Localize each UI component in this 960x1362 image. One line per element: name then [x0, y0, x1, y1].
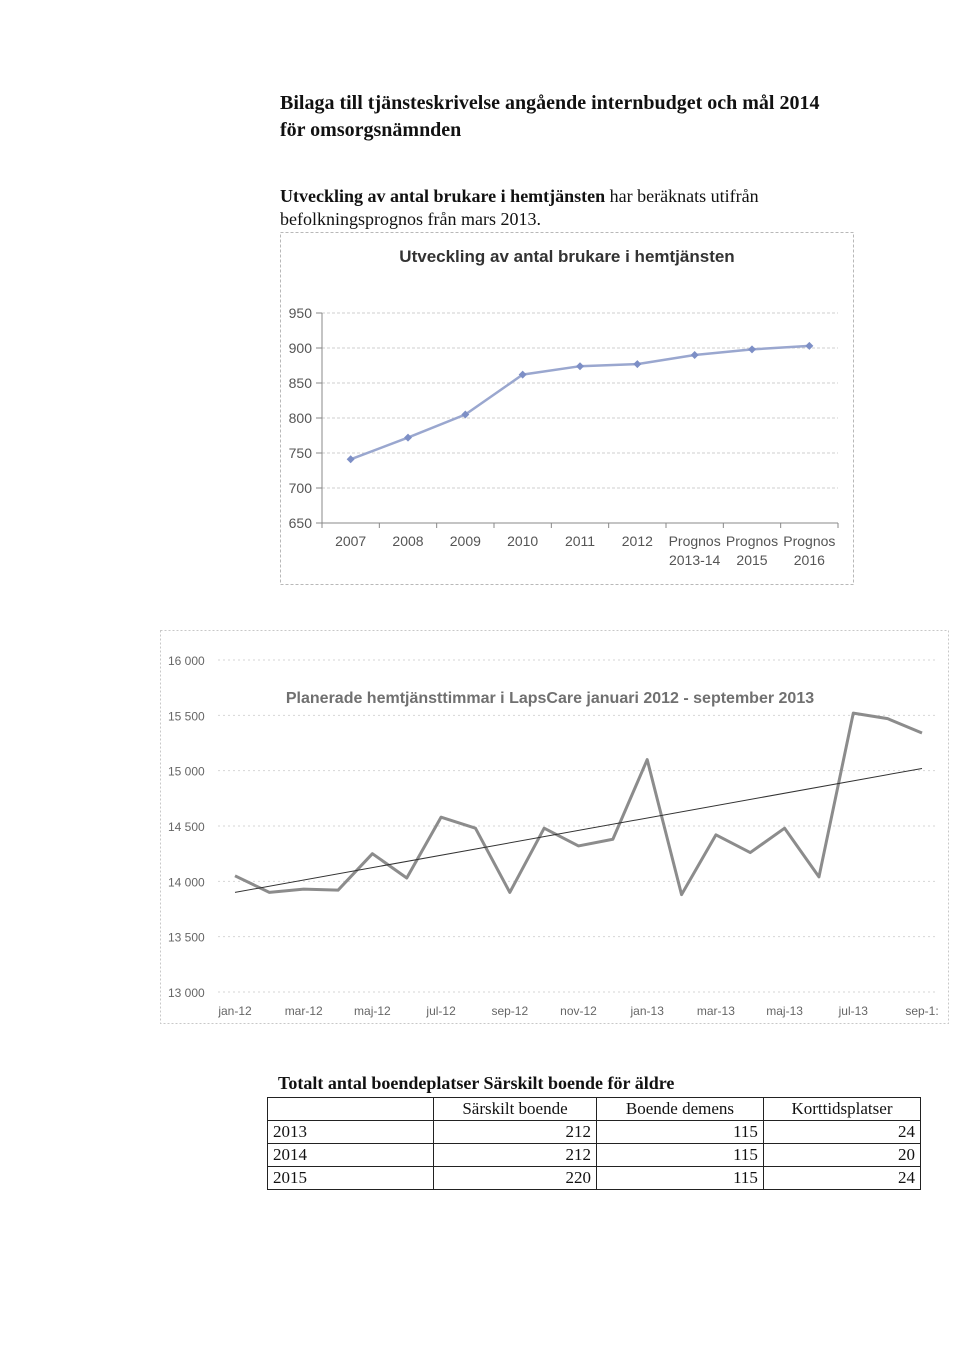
chart2-xtick-label: mar-13 — [696, 1004, 735, 1018]
table-cell: 24 — [763, 1167, 920, 1190]
chart2-xtick-label: jul-13 — [838, 1004, 868, 1018]
table-cell: 115 — [597, 1144, 764, 1167]
chart2-ytick-label: 14 000 — [168, 875, 205, 890]
table-cell: 212 — [434, 1144, 597, 1167]
chart1-ytick-label: 950 — [288, 305, 312, 321]
table-cell: 24 — [763, 1121, 920, 1144]
chart1-xtick-label: 2012 — [621, 533, 653, 549]
chart1-xtick-label: Prognos 2016 — [783, 533, 836, 568]
table-header-empty — [268, 1098, 434, 1121]
chart1-xtick-label: 2010 — [507, 533, 539, 549]
chart1-xtick-label: 2009 — [449, 533, 481, 549]
chart1-xtick-label: Prognos 2013-14 — [668, 533, 721, 568]
chart1-ytick-label: 850 — [288, 375, 312, 391]
table-header-row — [268, 1098, 921, 1121]
table-header-demens: Boende demens — [597, 1098, 764, 1121]
table-cell: 20 — [763, 1144, 920, 1167]
document-heading — [280, 90, 920, 144]
table-cell: 220 — [434, 1167, 597, 1190]
chart2-ytick-label: 13 500 — [168, 930, 205, 945]
table-header-sarskilt: Särskilt boende — [434, 1098, 597, 1121]
chart1-xtick-label: 2007 — [335, 533, 367, 549]
intro-line-2: befolkningsprognos från mars 2013. — [280, 209, 541, 229]
chart1-xtick-label: 2008 — [392, 533, 424, 549]
table-cell-year: 2014 — [268, 1144, 434, 1167]
chart1-frame — [281, 233, 854, 585]
chart2-ytick-label: 14 500 — [168, 820, 205, 834]
intro-paragraph — [280, 185, 880, 231]
intro-rest: har beräknats utifrån — [605, 186, 759, 206]
chart2-xtick-label: sep-12 — [491, 1004, 529, 1018]
chart2-xtick-label: jan-13 — [630, 1004, 664, 1018]
chart1-xtick-label: 2011 — [564, 533, 596, 549]
timmar-chart — [160, 630, 950, 1025]
chart2-ytick-label: 16 000 — [168, 654, 205, 668]
chart1-ytick-label: 650 — [288, 515, 312, 531]
heading-line-2: för omsorgsnämnden — [280, 119, 462, 141]
chart2-xtick-label: jan-12 — [218, 1004, 252, 1018]
chart1-ytick-label: 900 — [288, 340, 312, 356]
table-row — [268, 1167, 921, 1190]
brukare-chart — [280, 230, 855, 590]
chart2-ytick-label: 15 500 — [168, 709, 205, 724]
table-header-korttid: Korttidsplatser — [763, 1098, 920, 1121]
chart2-ytick-label: 13 000 — [168, 986, 205, 1000]
table-row — [268, 1144, 921, 1167]
chart2-title: Planerade hemtjänsttimmar i LapsCare januari 2012 - september 2013 — [285, 690, 815, 707]
chart1-xtick-label: Prognos 2015 — [725, 533, 779, 568]
chart2-xtick-label: maj-13 — [766, 1004, 803, 1018]
chart1-ytick-label: 800 — [288, 410, 312, 426]
table-title: Totalt antal boendeplatser Särskilt boende för äldre — [278, 1073, 675, 1093]
chart2-xtick-label: mar-12 — [284, 1004, 323, 1018]
table-row — [268, 1121, 921, 1144]
chart2-xtick-label: nov-12 — [560, 1004, 597, 1018]
chart1-ytick-label: 700 — [288, 480, 312, 496]
intro-bold: Utveckling av antal brukare i hemtjänsten — [280, 186, 606, 206]
table-cell: 115 — [597, 1121, 764, 1144]
table-cell-year: 2015 — [268, 1167, 434, 1190]
chart1-ytick-label: 750 — [288, 445, 312, 461]
chart1-title: Utveckling av antal brukare i hemtjänsten — [399, 247, 735, 266]
intro-line-1 — [280, 185, 880, 208]
heading-line-1: Bilaga till tjänsteskrivelse angående internbudget och mål 2014 — [280, 92, 820, 114]
table-cell-year: 2013 — [268, 1121, 434, 1144]
chart2-xtick-label: jul-12 — [426, 1004, 456, 1018]
chart2-ytick-label: 15 000 — [168, 764, 205, 779]
chart2-xtick-label: sep-1: — [905, 1004, 939, 1018]
chart2-xtick-label: maj-12 — [354, 1004, 391, 1018]
boendeplatser-table — [267, 1097, 921, 1190]
table-cell: 115 — [597, 1167, 764, 1190]
table-cell: 212 — [434, 1121, 597, 1144]
